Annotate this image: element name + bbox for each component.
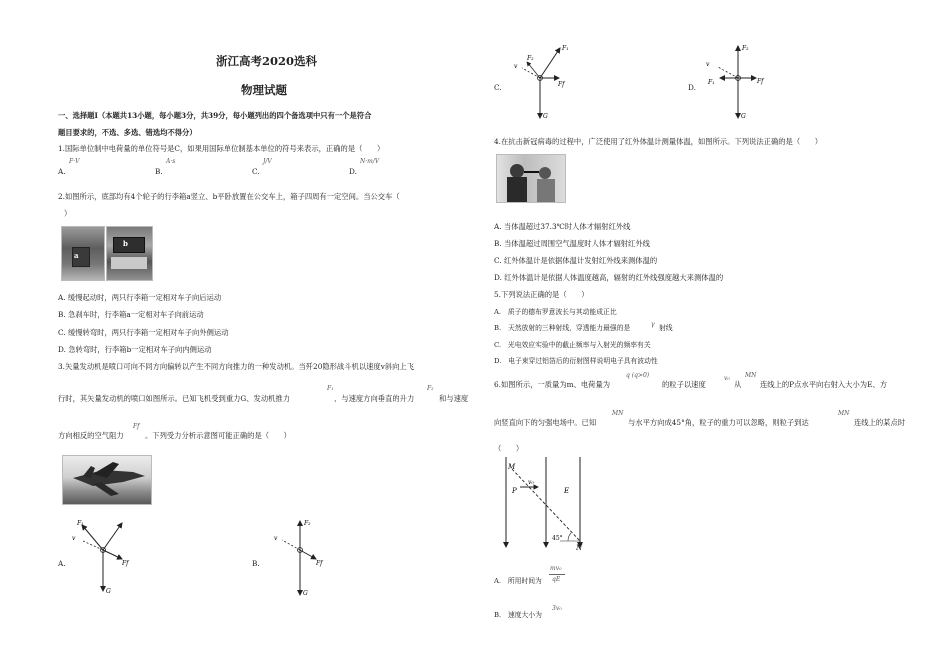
q1-option-b-label: B.	[155, 167, 163, 176]
q2-stem: 2.如图所示，底部均有4个轮子的行李箱a竖立、b平卧放置在公交车上，箱子四周有一定空间。当公交车（	[58, 192, 400, 201]
q5-option-d: D. 电子束穿过铝箔后的衍射图样说明电子具有波动性	[494, 357, 658, 365]
q2-option-c: C. 缓慢转弯时，两只行李箱一定相对车子向外侧运动	[58, 328, 229, 337]
q6-charge-formula: q (q>0)	[626, 372, 650, 379]
q3-symbol-f1: F₁	[327, 385, 334, 392]
diagram-b-g-label: G	[303, 590, 308, 597]
q3-symbol-ff: Ff	[133, 423, 140, 430]
q6-mn-symbol-1: MN	[745, 372, 757, 379]
diagram-d-f2-label: F₂	[742, 45, 749, 52]
q3-stem-line3b: 。下列受力分析示意图可能正确的是（ ）	[145, 431, 291, 440]
q1-stem: 1.国际单位制中电荷量的单位符号是C，如果用国际单位制基本单位的符号来表示，正确的是（ ）	[58, 144, 385, 153]
diagram-b-v-label: v	[274, 535, 278, 542]
q6-line1a: 6.如图所示，一质量为m、电荷量为	[494, 380, 611, 389]
q3-option-b-label: B.	[252, 559, 260, 568]
q6-option-b: B. 速度大小为	[494, 611, 542, 619]
diagram-c-f1-label: F₁	[562, 45, 569, 52]
q1-option-a-formula: F·V	[69, 158, 80, 165]
diagram-b-ff-label: Ff	[316, 560, 323, 567]
q5-option-c: C. 光电效应实验中的截止频率与入射光的频率有关	[494, 341, 651, 349]
label-a: a	[74, 251, 79, 260]
diagram-label-n: N	[576, 544, 583, 552]
q1-option-c-label: C.	[252, 167, 260, 176]
q4-option-b: B. 当体温超过周围空气温度时人体才辐射红外线	[494, 239, 650, 248]
force-diagram-c	[500, 40, 590, 122]
q6-option-b-formula: 3v₀	[552, 605, 562, 612]
q3-option-c-label: C.	[494, 83, 502, 92]
q3-stem-line1: 3.矢量发动机是喷口可向不同方向偏转以产生不同方向推力的一种发动机。当歼20隐形战斗机以速度v斜向上飞	[58, 362, 415, 371]
q6-line1c: 从	[734, 380, 742, 389]
q4-stem: 4.在抗击新冠病毒的过程中，广泛使用了红外体温计测量体温，如图所示。下列说法正确的是（ ）	[494, 137, 823, 146]
diagram-a-ff-label: Ff	[122, 560, 129, 567]
diagram-c-ff-label: Ff	[558, 81, 565, 88]
diagram-label-m: M	[508, 463, 516, 471]
diagram-label-p: P	[512, 487, 517, 495]
q6-line2a: 向竖直向下的匀强电场中。已知	[494, 418, 597, 427]
q6-line1d: 连线上的P点水平向右射入大小为E、方	[760, 380, 887, 389]
fighter-jet-photo	[62, 455, 152, 505]
diagram-label-e: E	[564, 487, 570, 495]
q6-mn-symbol-3: MN	[838, 410, 850, 417]
q3-symbol-f2: F₂	[427, 385, 434, 392]
label-b: b	[123, 239, 128, 248]
q1-option-a-label: A.	[58, 167, 66, 176]
q5-gamma-symbol: γ	[651, 321, 655, 328]
q1-option-c-formula: J/V	[263, 158, 272, 165]
diagram-c-v-label: v	[514, 63, 518, 70]
diagram-d-g-label: G	[741, 113, 746, 120]
q5-option-b-suffix: 射线	[659, 324, 673, 332]
q3-stem-line2a: 行时，其矢量发动机的喷口如图所示。已知飞机受到重力G、发动机推力	[58, 394, 291, 403]
luggage-photo-b	[106, 226, 153, 281]
electric-field-diagram	[498, 455, 590, 553]
page-title: 浙江高考2020选科	[216, 54, 318, 68]
diagram-c-g-label: G	[543, 113, 548, 120]
q3-option-a-label: A.	[58, 559, 66, 568]
thermometer-photo	[496, 154, 566, 203]
q6-line2c: 连线上的某点时	[854, 418, 906, 427]
diagram-a-g-label: G	[106, 588, 111, 595]
q6-line1b: 的粒子以速度	[662, 380, 706, 389]
q4-option-c: C. 红外体温计是依据体温计发射红外线来测体温的	[494, 256, 658, 265]
q3-stem-line2c: 和与速度	[439, 394, 469, 403]
q2-option-b: B. 急刹车时，行李箱a一定相对车子向前运动	[58, 310, 204, 319]
q6-option-a: A. 所用时间为	[494, 577, 542, 585]
diagram-b-f2-label: F₂	[304, 520, 311, 527]
q6-v0-symbol: v₀	[724, 375, 730, 382]
page-subtitle: 物理试题	[241, 83, 287, 97]
diagram-d-v-label: v	[706, 61, 710, 68]
section-heading: 一、选择题Ⅰ（本题共13小题，每小题3分，共39分，每小题列出的四个备选项中只有一个是符合	[58, 111, 372, 120]
force-diagram-d	[696, 40, 786, 122]
q6-line2b: 与水平方向成45°角，粒子的重力可以忽略，则粒子到达	[628, 418, 809, 427]
diagram-a-v-label: v	[72, 535, 76, 542]
section-heading-cont: 题目要求的，不选、多选、错选均不得分）	[58, 128, 197, 137]
q3-option-d-label: D.	[688, 83, 696, 92]
force-diagram-a	[58, 513, 148, 598]
diagram-label-angle: 45°	[552, 535, 563, 542]
diagram-d-ff-label: Ff	[757, 78, 764, 85]
q1-option-d-label: D.	[349, 167, 357, 176]
q6-option-a-denominator: qE	[552, 576, 561, 583]
q5-stem: 5.下列说法正确的是（ ）	[494, 290, 589, 299]
q2-stem-cont: ）	[64, 209, 72, 218]
q6-line3: （ ）	[494, 444, 524, 453]
diagram-a-f1-label: F₁	[77, 520, 84, 527]
q3-stem-line3a: 方向相反的空气阻力	[58, 431, 124, 440]
diagram-c-f2-label: F₂	[527, 55, 534, 62]
q6-fraction-bar	[549, 574, 565, 575]
q2-option-a: A. 缓慢起动时，两只行李箱一定相对车子向后运动	[58, 293, 222, 302]
q4-option-a: A. 当体温超过37.3℃时人体才辐射红外线	[494, 222, 631, 231]
q4-option-d: D. 红外体温计是依据人体温度越高，辐射的红外线强度越大来测体温的	[494, 273, 724, 282]
force-diagram-b	[252, 513, 342, 598]
q2-option-d: D. 急转弯时，行李箱b一定相对车子向内侧运动	[58, 345, 212, 354]
q1-option-d-formula: N·m/V	[360, 158, 380, 165]
luggage-photo-a	[61, 226, 105, 281]
q1-option-b-formula: A·s	[166, 158, 176, 165]
q6-option-a-numerator: mv₀	[550, 565, 562, 572]
q5-option-a: A. 质子的德布罗意波长与其动能成正比	[494, 308, 617, 316]
q5-option-b: B. 天然放射的三种射线，穿透能力最强的是	[494, 324, 631, 332]
q3-stem-line2b: 、与速度方向垂直的升力	[334, 394, 415, 403]
q6-mn-symbol-2: MN	[612, 410, 624, 417]
diagram-label-v0: v₀	[528, 479, 534, 486]
diagram-d-f1-label: F₁	[708, 79, 715, 86]
